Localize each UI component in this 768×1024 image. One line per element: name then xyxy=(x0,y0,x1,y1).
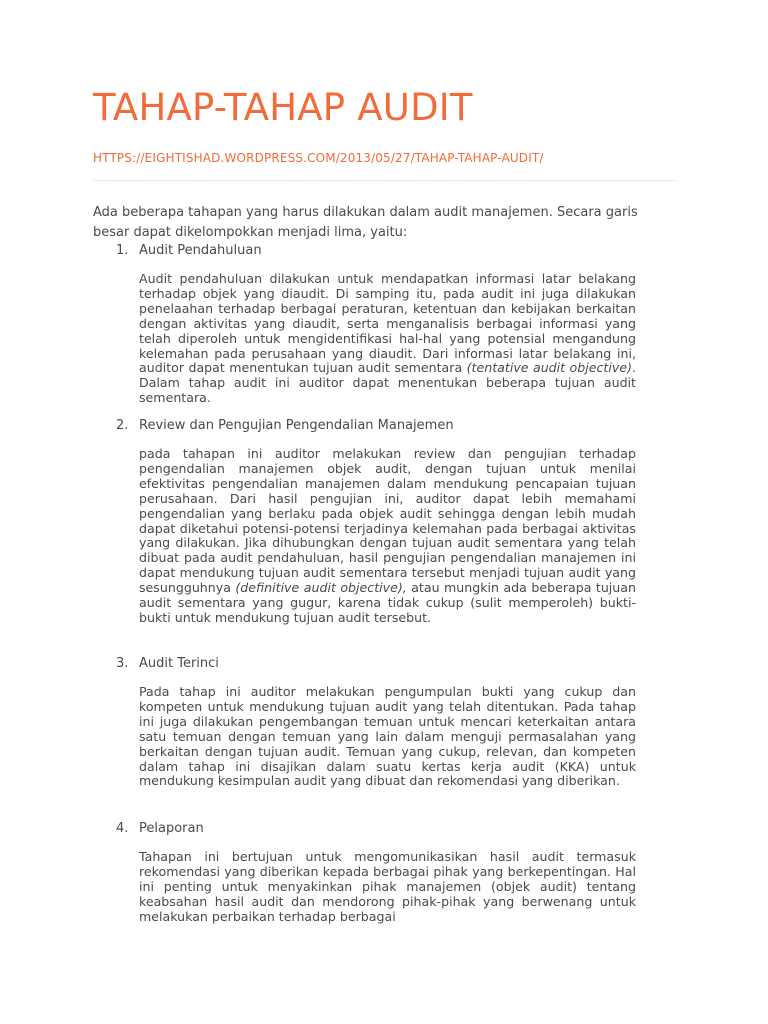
list-item-heading: Review dan Pengujian Pengendalian Manajemen xyxy=(139,418,454,433)
body-text: pada tahapan ini auditor melakukan review dan pengujian terhadap pengendalian manajemen objek audit, dengan tujuan untuk menilai efektivitas pengendalian manajemen dalam mendukung pencapaian tujuan perusahaan. Dari hasil pengujian ini, auditor dapat lebih memahami pengendalian yang berlaku pada objek audit sehingga dengan lebih mudah dapat diketahui potensi-potensi terjadinya kelemahan pada berbagai aktivitas yang dilakukan. Jika dihubungkan dengan tujuan audit sementara yang telah dibuat pada audit pendahuluan, hasil pengujian pengendalian manajemen ini dapat mendukung tujuan audit sementara tersebut menjadi tujuan audit yang sesungguhnya xyxy=(139,446,636,596)
list-item-body xyxy=(139,447,636,626)
body-text: . Dalam tahap audit ini auditor dapat menentukan beberapa tujuan audit sementara. xyxy=(139,360,636,406)
list-item-number: 4. xyxy=(116,821,129,836)
list-item-body xyxy=(139,272,636,406)
source-link[interactable]: HTTPS://EIGHTISHAD.WORDPRESS.COM/2013/05/27/TAHAP-TAHAP-AUDIT/ xyxy=(93,151,544,165)
list-item-number: 1. xyxy=(116,243,129,258)
list-item-number: 2. xyxy=(116,418,129,433)
list-item-number: 3. xyxy=(116,656,129,671)
list-item-body xyxy=(139,685,636,789)
body-italic: (tentative audit objective) xyxy=(466,360,632,376)
intro-paragraph: Ada beberapa tahapan yang harus dilakukan dalam audit manajemen. Secara garis besar dapat dikelompokkan menjadi lima, yaitu: xyxy=(93,205,638,240)
body-italic: (definitive audit objective), xyxy=(235,580,407,596)
list-item-heading: Audit Pendahuluan xyxy=(139,243,262,258)
list-item-heading: Audit Terinci xyxy=(139,656,219,671)
list-item-body xyxy=(139,850,636,925)
body-text: Audit pendahuluan dilakukan untuk mendapatkan informasi latar belakang terhadap objek yang diaudit. Di samping itu, pada audit ini juga dilakukan penelaahan terhadap berbagai peraturan, ketentuan dan kebijakan berkaitan dengan aktivitas yang diaudit, serta menganalisis berbagai informasi yang telah diperoleh untuk mengidentifikasi hal-hal yang potensial mengandung kelemahan pada perusahaan yang diaudit. Dari informasi latar belakang ini, auditor dapat menentukan tujuan audit sementara xyxy=(139,271,636,376)
list-item-heading: Pelaporan xyxy=(139,821,204,836)
body-text: atau mungkin ada beberapa tujuan audit sementara yang gugur, karena tidak cukup (sulit memperoleh) bukti-bukti untuk mendukung tujuan audit tersebut. xyxy=(139,580,636,625)
body-text: Tahapan ini bertujuan untuk mengomunikasikan hasil audit termasuk rekomendasi yang diberikan kepada berbagai pihak yang berkepentingan. Hal ini penting untuk menyakinkan pihak manajemen (objek audit) tentang keabsahan hasil audit dan mendorong pihak-pihak yang berwenang untuk melakukan perbaikan terhadap berbagai xyxy=(139,849,636,924)
divider xyxy=(93,180,677,181)
body-text: Pada tahap ini auditor melakukan pengumpulan bukti yang cukup dan kompeten untuk mendukung tujuan audit yang telah ditentukan. Pada tahap ini juga dilakukan pengembangan temuan untuk mencari keterkaitan antara satu temuan dengan temuan yang lain dalam menguji permasalahan yang berkaitan dengan tujuan audit. Temuan yang cukup, relevan, dan kompeten dalam tahap ini disajikan dalam suatu kertas kerja audit (KKA) untuk mendukung kesimpulan audit yang dibuat dan rekomendasi yang diberikan. xyxy=(139,684,636,789)
page-title: TAHAP-TAHAP AUDIT xyxy=(93,86,473,129)
